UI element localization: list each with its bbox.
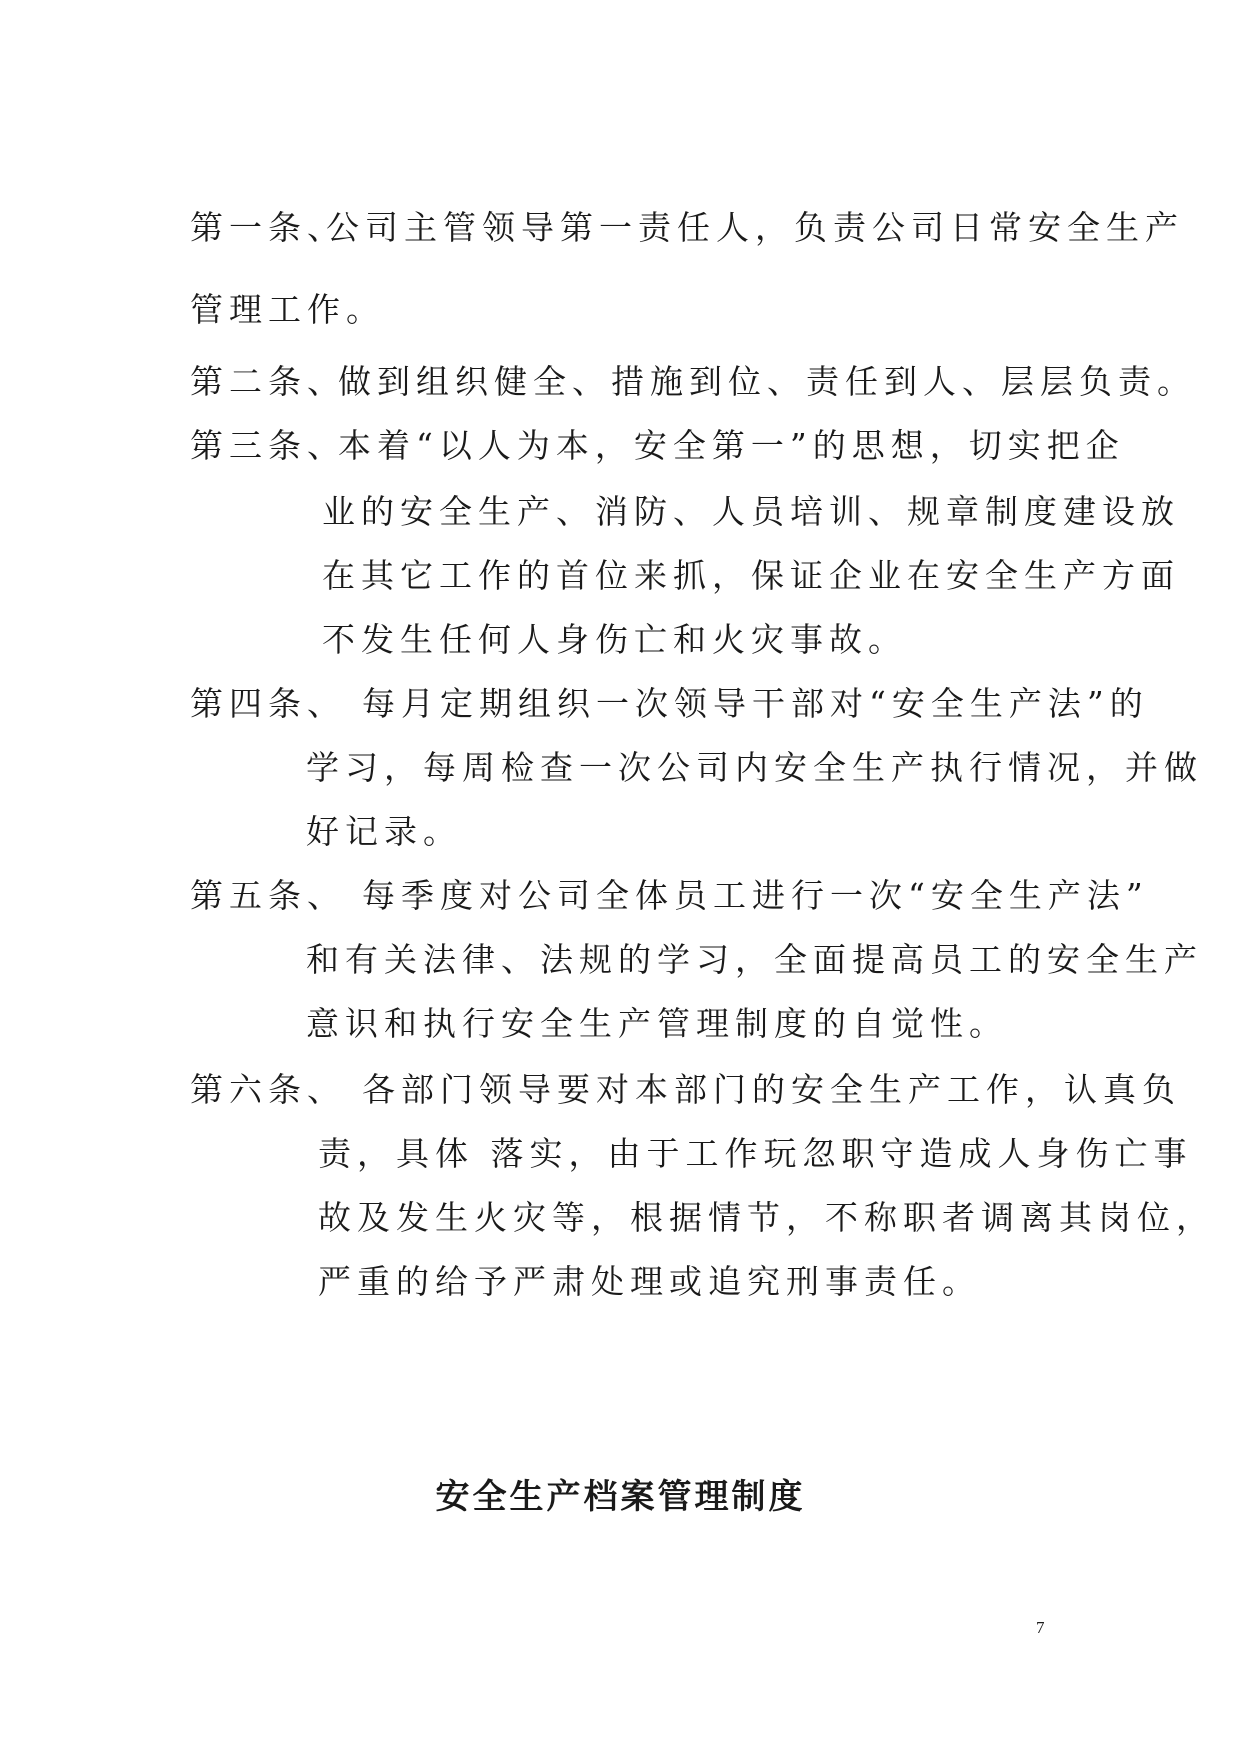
article-6-label: 第六条、 <box>190 1070 346 1109</box>
article-3-line-1: 本着“以人为本，安全第一”的思想，切实把企 <box>338 426 1125 465</box>
article-6-line-1: 各部门领导要对本部门的安全生产工作，认真负 <box>362 1070 1181 1109</box>
article-4-line-2: 学习，每周检查一次公司内安全生产执行情况，并做 <box>306 748 1203 787</box>
article-5-line-2: 和有关法律、法规的学习，全面提高员工的安全生产 <box>306 940 1203 979</box>
article-6-line-4: 严重的给予严肃处理或追究刑事责任。 <box>318 1262 981 1301</box>
article-4-line-1: 每月定期组织一次领导干部对“安全生产法”的 <box>362 684 1149 723</box>
article-2-label: 第二条、 <box>190 362 346 401</box>
article-5-line-3: 意识和执行安全生产管理制度的自觉性。 <box>306 1004 1008 1043</box>
article-1-line-2: 管理工作。 <box>190 290 385 329</box>
article-1-line-1: 公司主管领导第一责任人，负责公司日常安全生产 <box>326 208 1184 247</box>
article-2-line-1: 做到组织健全、措施到位、责任到人、层层负责。 <box>338 362 1196 401</box>
article-6-line-3: 故及发生火灾等，根据情节，不称职者调离其岗位， <box>318 1198 1215 1237</box>
article-1-label: 第一条、 <box>190 208 346 247</box>
article-4-label: 第四条、 <box>190 684 346 723</box>
article-4-line-3: 好记录。 <box>306 812 462 851</box>
article-5-label: 第五条、 <box>190 876 346 915</box>
article-3-line-2: 业的安全生产、消防、人员培训、规章制度建设放 <box>322 492 1180 531</box>
page-number: 7 <box>1036 1618 1045 1637</box>
article-5-line-1: 每季度对公司全体员工进行一次“安全生产法” <box>362 876 1149 915</box>
article-3-label: 第三条、 <box>190 426 346 465</box>
article-3-line-4: 不发生任何人身伤亡和火灾事故。 <box>322 620 907 659</box>
section-heading: 安全生产档案管理制度 <box>435 1477 806 1517</box>
article-3-line-3: 在其它工作的首位来抓，保证企业在安全生产方面 <box>322 556 1180 595</box>
article-6-line-2: 责，具体 落实，由于工作玩忽职守造成人身伤亡事 <box>318 1134 1193 1173</box>
